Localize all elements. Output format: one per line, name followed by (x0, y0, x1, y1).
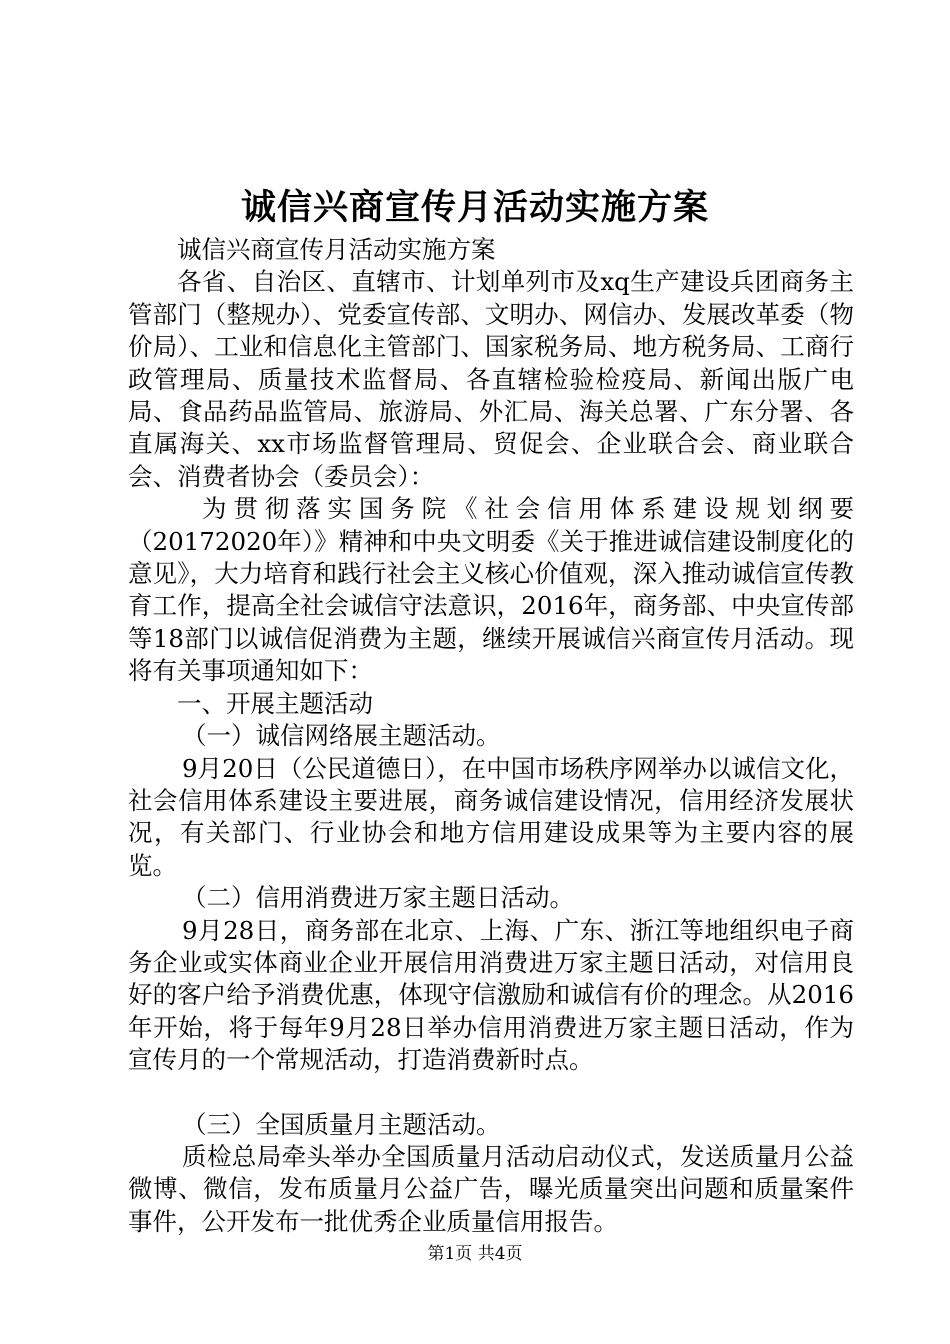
subsection-body-1: 9月20日（公民道德日），在中国市场秩序网举办以诚信文化，社会信用体系建设主要进展，商务诚信建设情况，信用经济发展状况，有关部门、行业协会和地方信用建设成果等为主要内容的展览。 (128, 753, 854, 880)
intro-paragraph: 为贯彻落实国务院《社会信用体系建设规划纲要（20172020年）》精神和中央文明委《关于推进诚信建设制度化的意见》，大力培育和践行社会主义核心价值观，深入推动诚信宣传教育工作，提高全社会诚信守法意识，2016年，商务部、中央宣传部等18部门以诚信促消费为主题，继续开展诚信兴商宣传月活动。现将有关事项通知如下： (128, 494, 854, 686)
subsection-heading-2: （二）信用消费进万家主题日活动。 (182, 883, 574, 913)
subtitle-paragraph: 诚信兴商宣传月活动实施方案 (177, 235, 496, 264)
subsection-heading-3: （三）全国质量月主题活动。 (182, 1109, 501, 1139)
subsection-body-2: 9月28日，商务部在北京、上海、广东、浙江等地组织电子商务企业或实体商业企业开展信用消费进万家主题日活动，对信用良好的客户给予消费优惠，体现守信激励和诚信有价的理念。从2016年开始，将于每年9月28日举办信用消费进万家主题日活动，作为宣传月的一个常规活动，打造消费新时点。 (128, 915, 854, 1075)
document-title: 诚信兴商宣传月活动实施方案 (240, 187, 709, 228)
paragraph-gap (128, 1077, 854, 1109)
document-body (128, 234, 854, 1238)
addressee-paragraph: 各省、自治区、直辖市、计划单列市及xq生产建设兵团商务主管部门（整规办）、党委宣传部、文明办、网信办、发展改革委（物价局）、工业和信息化主管部门、国家税务局、地方税务局、工商行政管理局、质量技术监督局、各直辖检验检疫局、新闻出版广电局、食品药品监管局、旅游局、外汇局、海关总署、广东分署、各直属海关、xx市场监督管理局、贸促会、企业联合会、商业联合会、消费者协会（委员会）： (128, 267, 854, 491)
section-heading-1: 一、开展主题活动 (177, 688, 373, 718)
subsection-heading-1: （一）诚信网络展主题活动。 (182, 721, 501, 751)
subsection-body-3: 质检总局牵头举办全国质量月活动启动仪式，发送质量月公益微博、微信，发布质量月公益广告，曝光质量突出问题和质量案件事件，公开发布一批优秀企业质量信用报告。 (128, 1141, 854, 1236)
page-footer: 第1页 共4页 (427, 1244, 523, 1264)
